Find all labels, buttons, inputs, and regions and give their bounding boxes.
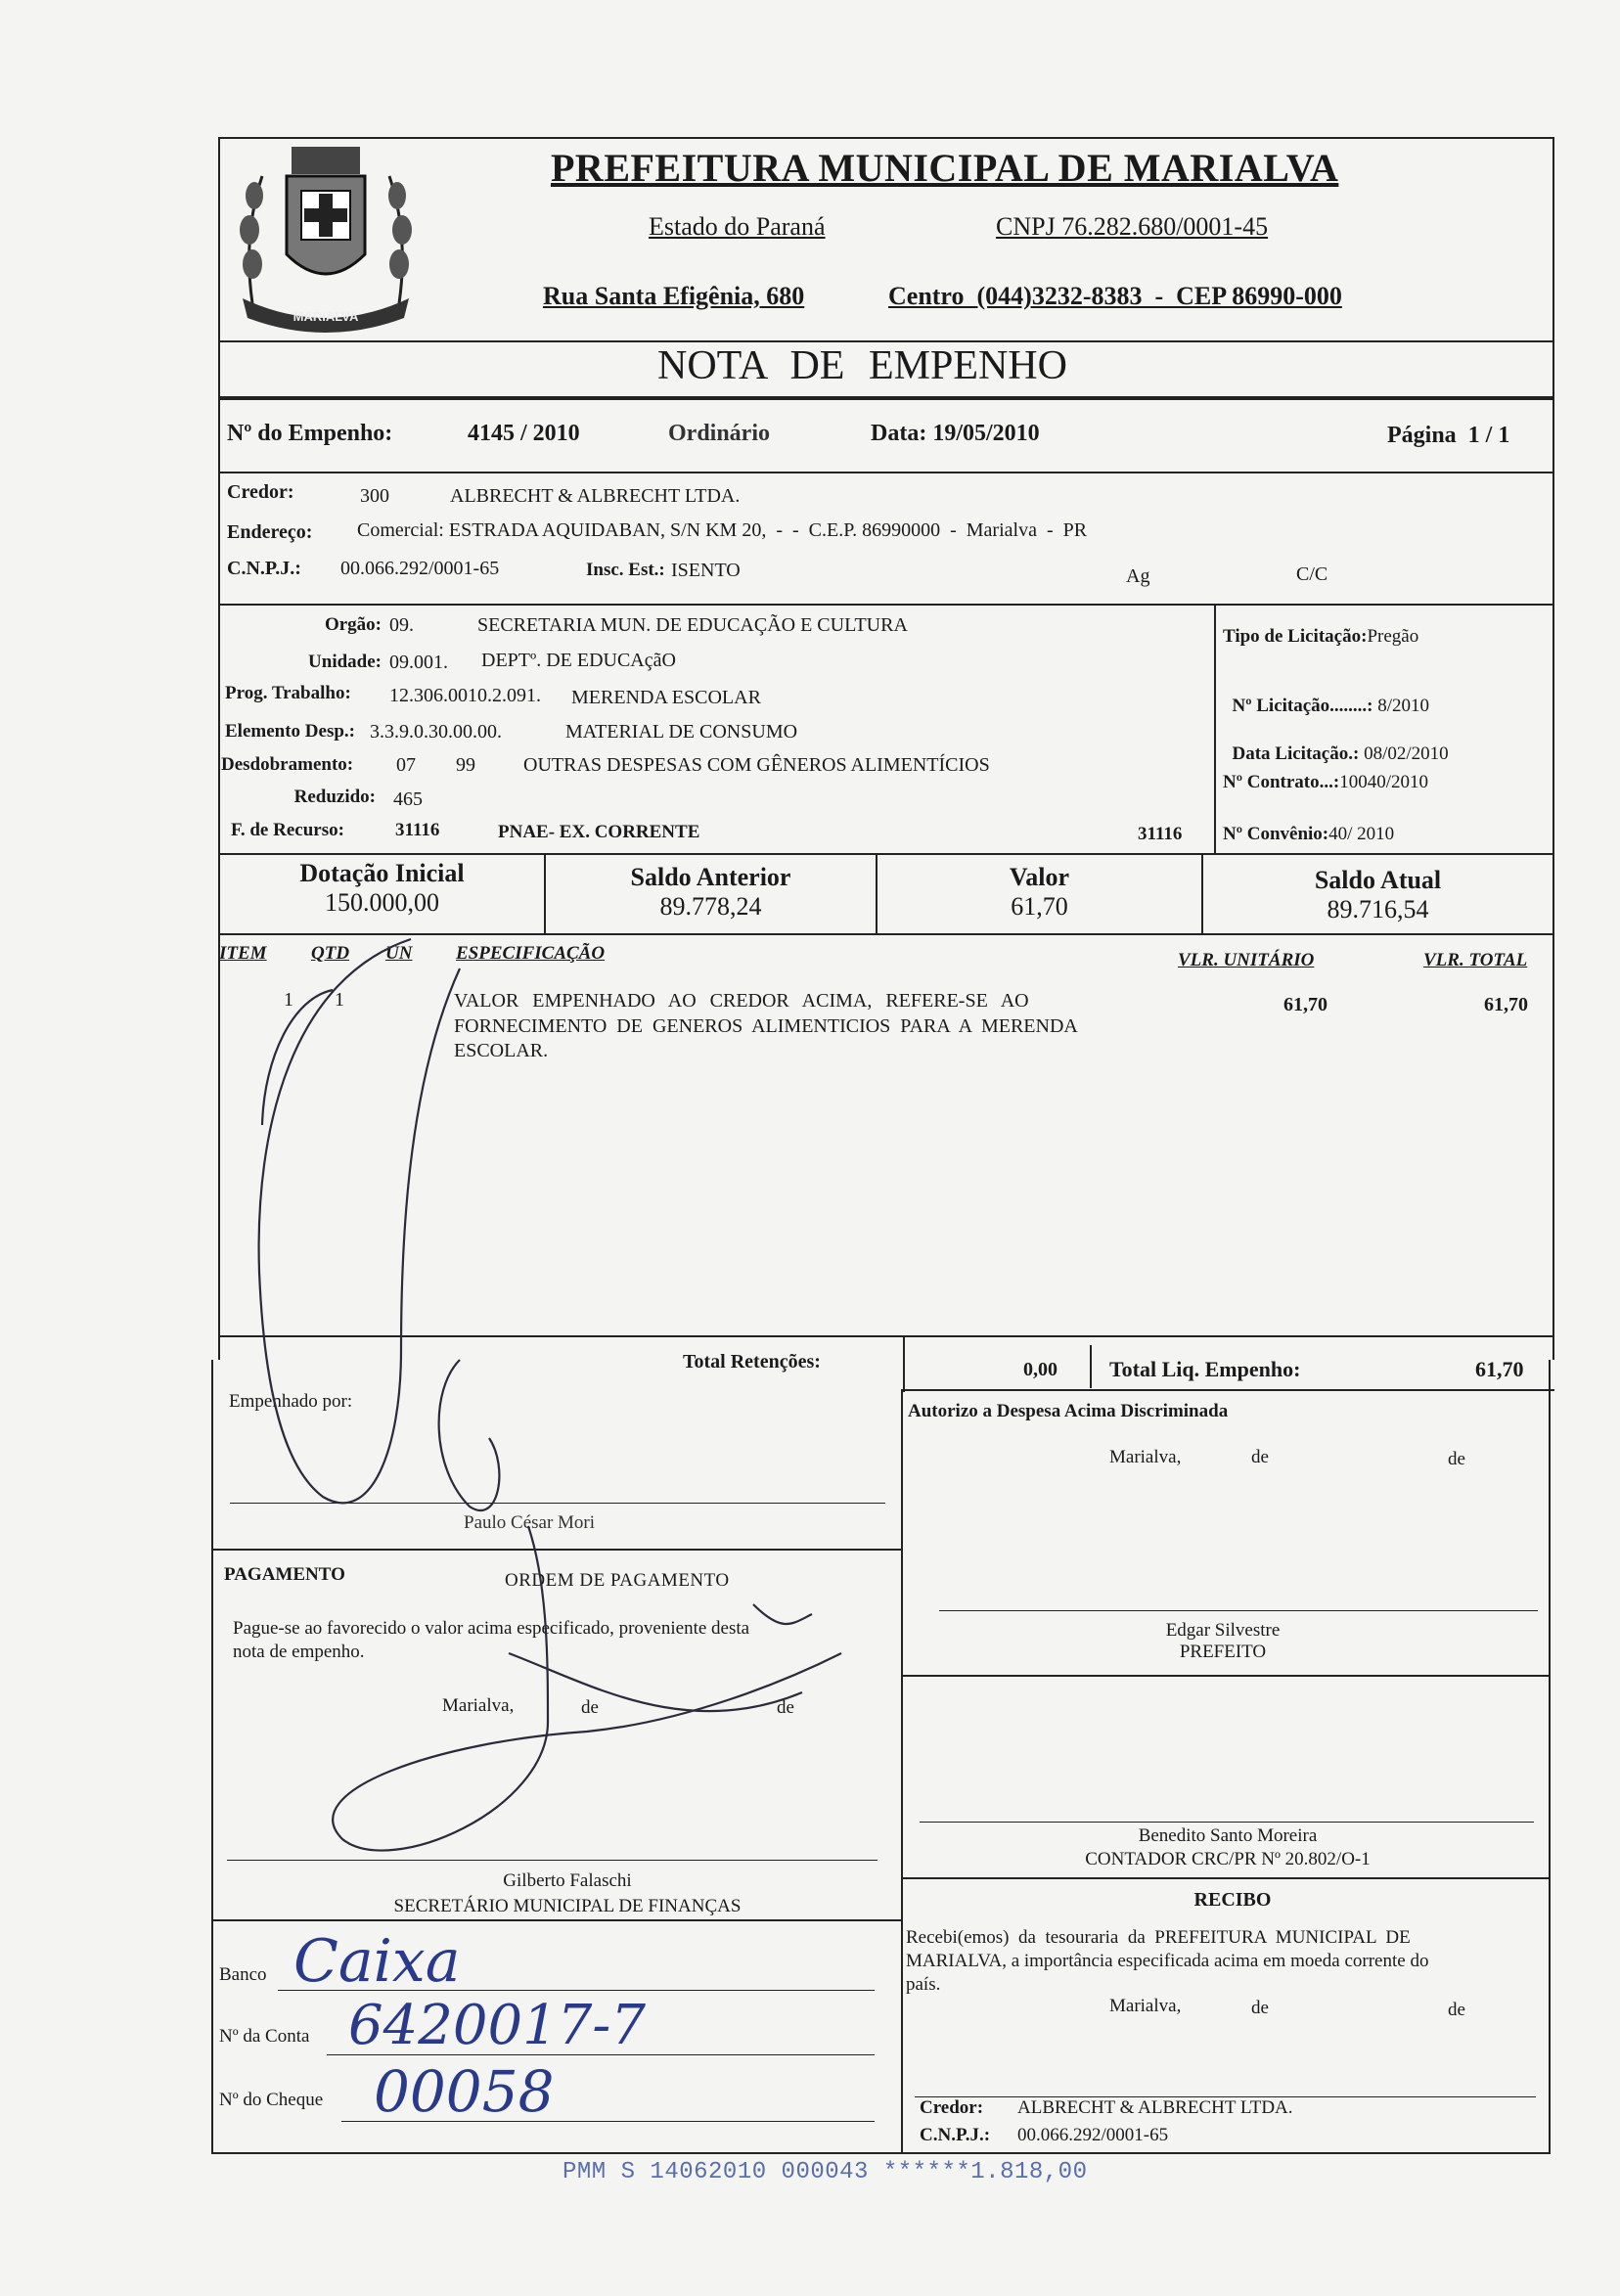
autorizo-de-2: de (1448, 1449, 1465, 1469)
recibo-de-2: de (1448, 2000, 1465, 2020)
orgao-code: 09. (389, 614, 414, 636)
recibo-text-line3: país. (906, 1974, 941, 1995)
desdobramento-code1: 07 (396, 754, 416, 776)
col-vlr-unitario: VLR. UNITÁRIO (1178, 950, 1315, 970)
page-number: Página 1 / 1 (1387, 423, 1510, 448)
empenho-date: Data: 19/05/2010 (871, 421, 1040, 446)
pagamento-marialva: Marialva, (442, 1695, 515, 1716)
item-number: 1 (284, 989, 293, 1011)
municipality-title: PREFEITURA MUNICIPAL DE MARIALVA (551, 146, 1339, 190)
saldo-valor-value: 61,70 (1011, 892, 1068, 921)
col-un: UN (385, 943, 413, 964)
insc-label: Insc. Est.: (586, 560, 665, 580)
prog-trabalho-name: MERENDA ESCOLAR (571, 687, 761, 708)
contador-title: CONTADOR CRC/PR Nº 20.802/O-1 (1085, 1849, 1371, 1869)
data-licitacao-value: 08/02/2010 (1364, 743, 1449, 764)
footer-stamp: PMM S 14062010 000043 ******1.818,00 (562, 2159, 1088, 2185)
prefeito-name: Edgar Silvestre (1165, 1620, 1281, 1641)
municipality-cnpj: CNPJ 76.282.680/0001-45 (996, 212, 1269, 241)
secretario-title: SECRETÁRIO MUNICIPAL DE FINANÇAS (393, 1896, 742, 1916)
pague-se-line1: Pague-se ao favorecido o valor acima especificado, proveniente desta (233, 1618, 750, 1639)
item-spec-line3: ESCOLAR. (454, 1040, 549, 1061)
numero-licitacao-label: Nº Licitação........: (1232, 696, 1378, 716)
col-qtd: QTD (311, 943, 350, 964)
recibo-text-line2: MARIALVA, a importância especificada acima em moeda corrente do (906, 1951, 1429, 1971)
elemento-name: MATERIAL DE CONSUMO (565, 721, 798, 743)
pague-se-line2: nota de empenho. (233, 1642, 365, 1662)
saldo-dotacao-value: 150.000,00 (325, 888, 439, 917)
document-title: NOTA DE EMPENHO (657, 343, 1067, 388)
total-retencoes-value: 0,00 (1023, 1359, 1058, 1380)
tipo-licitacao-label: Tipo de Licitação: (1223, 626, 1368, 647)
reduzido-value: 465 (393, 788, 423, 810)
recurso-name: PNAE- EX. CORRENTE (498, 822, 700, 842)
ordem-pagamento-heading: ORDEM DE PAGAMENTO (505, 1570, 730, 1591)
unidade-name: DEPTº. DE EDUCAçãO (481, 650, 676, 671)
recibo-marialva: Marialva, (1109, 1996, 1182, 2016)
recurso-code: 31116 (395, 820, 440, 840)
item-spec-line1: VALOR EMPENHADO AO CREDOR ACIMA, REFERE-SE AO (454, 990, 1029, 1012)
credor-label: Credor: (227, 481, 294, 503)
banco-handwritten: Caixa (293, 1927, 461, 1996)
tipo-licitacao-value: Pregão (1367, 626, 1419, 647)
orgao-name: SECRETARIA MUN. DE EDUCAÇÃO E CULTURA (477, 614, 908, 636)
unidade-code: 09.001. (389, 652, 448, 673)
empenho-number-label: Nº do Empenho: (227, 421, 393, 446)
prog-trabalho-code: 12.306.0010.2.091. (389, 685, 541, 706)
autorizo-de-1: de (1251, 1447, 1269, 1467)
prog-trabalho-label: Prog. Trabalho: (225, 683, 351, 703)
pagamento-heading: PAGAMENTO (224, 1564, 345, 1585)
data-licitacao-label: Data Licitação.: (1232, 743, 1365, 764)
saldo-dotacao-label: Dotação Inicial (299, 859, 465, 887)
credor-name: ALBRECHT & ALBRECHT LTDA. (450, 485, 741, 507)
recibo-cnpj-label: C.N.P.J.: (920, 2125, 991, 2145)
numero-contrato-value: 10040/2010 (1339, 772, 1428, 792)
autorizo-heading: Autorizo a Despesa Acima Discriminada (908, 1401, 1229, 1421)
saldo-atual-value: 89.716,54 (1327, 895, 1429, 923)
cheque-handwritten: 00058 (374, 2058, 555, 2125)
cheque-label: Nº do Cheque (219, 2090, 324, 2110)
numero-convenio-value: 40/ 2010 (1328, 824, 1395, 844)
empenhado-por-label: Empenhado por: (229, 1391, 353, 1412)
insc-value: ISENTO (671, 560, 741, 581)
recibo-text-line1: Recebi(emos) da tesouraria da PREFEITURA MUNICIPAL DE (906, 1927, 1411, 1948)
numero-licitacao-value: 8/2010 (1377, 696, 1430, 716)
empenho-type: Ordinário (668, 421, 771, 446)
recurso-code-right: 31116 (1138, 824, 1183, 844)
desdobramento-label: Desdobramento: (221, 754, 354, 775)
conta-handwritten: 6420017-7 (348, 1994, 646, 2057)
elemento-label: Elemento Desp.: (225, 721, 355, 742)
item-total-value: 61,70 (1484, 994, 1528, 1015)
agencia-label: Ag (1126, 565, 1150, 587)
item-qtd: 1 (335, 989, 344, 1011)
numero-contrato-label: Nº Contrato...: (1223, 772, 1340, 792)
total-liquido-label: Total Liq. Empenho: (1109, 1357, 1301, 1381)
state-name: Estado do Paraná (649, 212, 826, 241)
conta-label: Nº da Conta (219, 2026, 310, 2047)
desdobramento-name: OUTRAS DESPESAS COM GÊNEROS ALIMENTÍCIOS (523, 754, 990, 776)
banco-label: Banco (219, 1964, 267, 1985)
svg-text:MARIALVA: MARIALVA (292, 309, 359, 324)
secretario-name: Gilberto Falaschi (503, 1870, 632, 1891)
col-especificacao: ESPECIFICAÇÃO (456, 943, 606, 964)
recibo-cnpj-value: 00.066.292/0001-65 (1017, 2125, 1169, 2145)
recibo-heading: RECIBO (1193, 1889, 1272, 1911)
total-liquido-value: 61,70 (1475, 1357, 1524, 1381)
empenho-number: 4145 / 2010 (468, 421, 580, 446)
col-vlr-total: VLR. TOTAL (1423, 950, 1528, 970)
total-retencoes-label: Total Retenções: (683, 1351, 821, 1373)
endereco-label: Endereço: (227, 521, 313, 543)
municipality-address: Rua Santa Efigênia, 680 (543, 282, 805, 310)
recurso-label: F. de Recurso: (231, 820, 344, 840)
saldo-atual-label: Saldo Atual (1314, 866, 1442, 894)
item-spec-line2: FORNECIMENTO DE GENEROS ALIMENTICIOS PARA A MERENDA (454, 1015, 1078, 1037)
recibo-de-1: de (1251, 1998, 1269, 2018)
recibo-credor-label: Credor: (920, 2097, 984, 2118)
autorizo-marialva: Marialva, (1109, 1447, 1182, 1467)
credor-cnpj: 00.066.292/0001-65 (340, 558, 500, 579)
pagamento-de-2: de (777, 1697, 794, 1718)
credor-address: Comercial: ESTRADA AQUIDABAN, S/N KM 20, - - C.E.P. 86990000 - Marialva - PR (357, 519, 1088, 541)
item-unit-value: 61,70 (1283, 994, 1328, 1015)
credor-code: 300 (360, 485, 389, 507)
municipality-contact: Centro (044)3232-8383 - CEP 86990-000 (888, 282, 1342, 310)
recibo-credor-name: ALBRECHT & ALBRECHT LTDA. (1017, 2097, 1293, 2118)
saldo-anterior-label: Saldo Anterior (630, 863, 791, 891)
cnpj-label: C.N.P.J.: (227, 558, 301, 579)
pagamento-de-1: de (581, 1697, 599, 1718)
desdobramento-code2: 99 (456, 754, 475, 776)
unidade-label: Unidade: (308, 652, 382, 672)
empenhado-por-name: Paulo César Mori (464, 1512, 596, 1533)
col-item: ITEM (219, 943, 267, 964)
prefeito-title: PREFEITO (1179, 1642, 1267, 1662)
elemento-code: 3.3.9.0.30.00.00. (370, 721, 502, 743)
orgao-label: Orgão: (324, 614, 382, 635)
saldo-anterior-value: 89.778,24 (659, 892, 762, 921)
conta-corrente-label: C/C (1296, 563, 1328, 585)
reduzido-label: Reduzido: (293, 787, 376, 807)
contador-name: Benedito Santo Moreira (1138, 1825, 1318, 1846)
saldo-valor-label: Valor (1009, 863, 1070, 891)
numero-convenio-label: Nº Convênio: (1223, 824, 1329, 844)
